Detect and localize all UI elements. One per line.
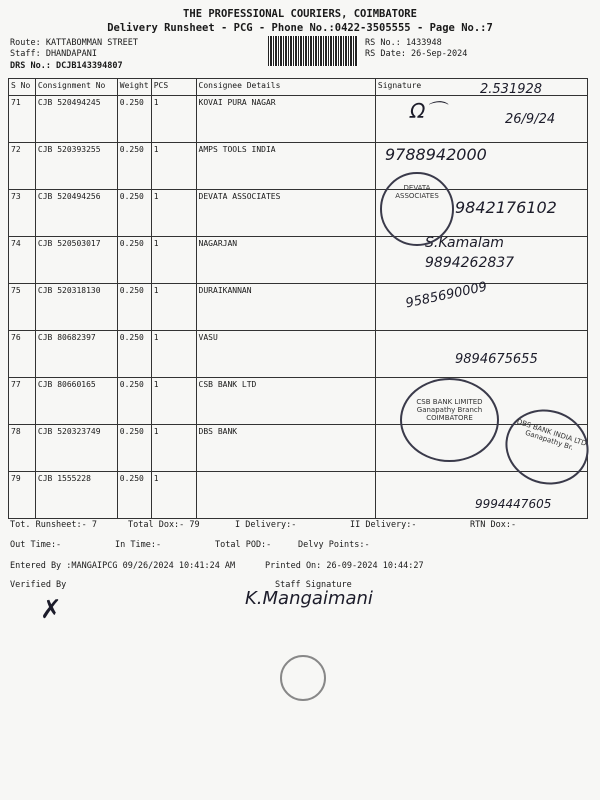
- col-signature: Signature: [375, 79, 587, 96]
- drs-number: DRS No.: DCJB143394807: [10, 61, 123, 71]
- cell-pcs: 1: [151, 237, 196, 284]
- cell-sno: 77: [9, 378, 36, 425]
- cell-pcs: 1: [151, 472, 196, 519]
- col-sno: S No: [9, 79, 36, 96]
- cell-sno: 74: [9, 237, 36, 284]
- handwriting-75: 9585690009: [404, 279, 489, 312]
- cell-cn: CJB 520494245: [35, 96, 117, 143]
- cell-wt: 0.250: [117, 237, 151, 284]
- table-row: [9, 425, 588, 472]
- ii-delivery: II Delivery:-: [350, 520, 417, 530]
- out-time: Out Time:-: [10, 540, 62, 550]
- cell-sno: 78: [9, 425, 36, 472]
- cell-sno: 75: [9, 284, 36, 331]
- tot-runsheet: Tot. Runsheet:- 7: [10, 520, 97, 530]
- cell-pcs: 1: [151, 96, 196, 143]
- cell-cn: CJB 520323749: [35, 425, 117, 472]
- cell-pcs: 1: [151, 425, 196, 472]
- cell-cn: CJB 520393255: [35, 143, 117, 190]
- dbs-bank-stamp: DBS BANK INDIA LTD Ganapathy Br.: [496, 399, 599, 495]
- cell-cn: CJB 80660165: [35, 378, 117, 425]
- rs-number: RS No.: 1433948: [365, 38, 442, 48]
- cell-consignee: DURAIKANNAN: [196, 284, 375, 331]
- runsheet-table: [8, 78, 588, 519]
- handwriting-74b: 9894262837: [425, 255, 515, 271]
- cell-wt: 0.250: [117, 378, 151, 425]
- col-pcs: PCS: [151, 79, 196, 96]
- cell-consignee: [196, 472, 375, 519]
- cell-sno: 79: [9, 472, 36, 519]
- cell-pcs: 1: [151, 190, 196, 237]
- printed-on: Printed On: 26-09-2024 10:44:27: [265, 561, 424, 571]
- rs-date: RS Date: 26-Sep-2024: [365, 49, 468, 59]
- table-row: [9, 143, 588, 190]
- cell-consignee: AMPS TOOLS INDIA: [196, 143, 375, 190]
- barcode: [268, 36, 358, 66]
- verified-signature-icon: ✗: [40, 595, 62, 625]
- cell-consignee: NAGARJAN: [196, 237, 375, 284]
- cell-consignee: CSB BANK LTD: [196, 378, 375, 425]
- route-label: Route: KATTABOMMAN STREET: [10, 38, 138, 48]
- devata-stamp: DEVATA ASSOCIATES: [380, 172, 454, 246]
- cell-consignee: VASU: [196, 331, 375, 378]
- cell-pcs: 1: [151, 284, 196, 331]
- col-consignment: Consignment No: [35, 79, 117, 96]
- staff-label: Staff: DHANDAPANI: [10, 49, 97, 59]
- cell-signature: [375, 96, 587, 143]
- cell-wt: 0.250: [117, 96, 151, 143]
- staff-signature-text: K.Mangaimani: [245, 588, 373, 609]
- in-time: In Time:-: [115, 540, 162, 550]
- cell-cn: CJB 520494256: [35, 190, 117, 237]
- col-weight: Weight: [117, 79, 151, 96]
- cell-consignee: DBS BANK: [196, 425, 375, 472]
- cell-wt: 0.250: [117, 284, 151, 331]
- handwriting-72: 9788942000: [385, 145, 487, 164]
- cell-consignee: DEVATA ASSOCIATES: [196, 190, 375, 237]
- staff-signature-label: Staff Signature: [275, 580, 352, 590]
- total-dox: Total Dox:- 79: [128, 520, 200, 530]
- handwriting-74a: S.Kamalam: [425, 235, 504, 251]
- col-consignee: Consignee Details: [196, 79, 375, 96]
- cell-pcs: 1: [151, 331, 196, 378]
- cell-cn: CJB 80682397: [35, 331, 117, 378]
- cell-wt: 0.250: [117, 143, 151, 190]
- cell-consignee: KOVAI PURA NAGAR: [196, 96, 375, 143]
- table-row: [9, 96, 588, 143]
- table-row: [9, 472, 588, 519]
- total-pod: Total POD:-: [215, 540, 272, 550]
- cell-pcs: 1: [151, 143, 196, 190]
- signature-71-icon: Ω⌒: [410, 99, 446, 123]
- handwriting-79: 9994447605: [475, 497, 552, 511]
- cell-sno: 72: [9, 143, 36, 190]
- cell-wt: 0.250: [117, 472, 151, 519]
- delvy-points: Delvy Points:-: [298, 540, 370, 550]
- round-seal-icon: [280, 655, 326, 701]
- i-delivery: I Delivery:-: [235, 520, 297, 530]
- table-row: [9, 378, 588, 425]
- handwriting-71a: 2.531928: [480, 82, 543, 97]
- handwriting-76: 9894675655: [455, 352, 538, 367]
- runsheet-subtitle: Delivery Runsheet - PCG - Phone No.:0422-3505555 - Page No.:7: [107, 22, 493, 34]
- cell-cn: CJB 520503017: [35, 237, 117, 284]
- entered-by: Entered By :MANGAIPCG 09/26/2024 10:41:24 AM: [10, 561, 236, 571]
- handwriting-73: 9842176102: [455, 198, 557, 217]
- company-title: THE PROFESSIONAL COURIERS, COIMBATORE: [183, 8, 417, 20]
- cell-cn: CJB 520318130: [35, 284, 117, 331]
- cell-wt: 0.250: [117, 331, 151, 378]
- verified-by: Verified By: [10, 580, 67, 590]
- cell-sno: 71: [9, 96, 36, 143]
- cell-sno: 73: [9, 190, 36, 237]
- handwriting-71b: 26/9/24: [505, 112, 556, 127]
- rtn-dox: RTN Dox:-: [470, 520, 517, 530]
- cell-pcs: 1: [151, 378, 196, 425]
- table-row: [9, 284, 588, 331]
- cell-wt: 0.250: [117, 425, 151, 472]
- cell-sno: 76: [9, 331, 36, 378]
- cell-cn: CJB 1555228: [35, 472, 117, 519]
- cell-wt: 0.250: [117, 190, 151, 237]
- csb-bank-stamp: CSB BANK LIMITED Ganapathy Branch COIMBATORE: [400, 378, 499, 462]
